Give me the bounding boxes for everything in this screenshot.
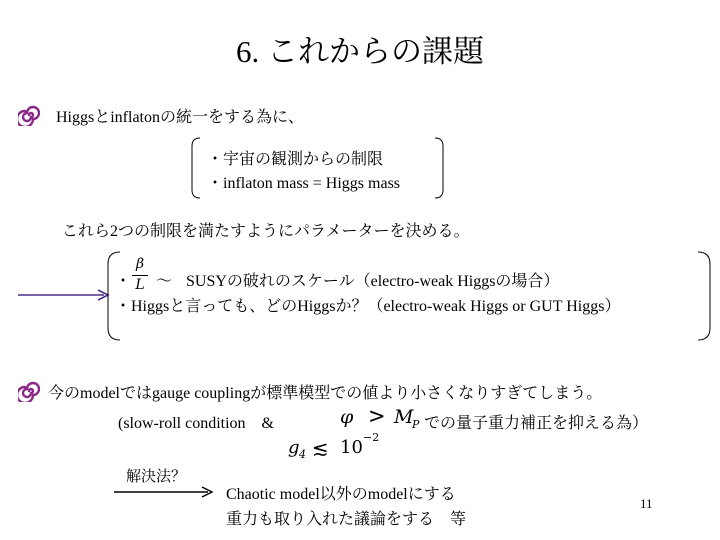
note-bullet: ・	[115, 273, 132, 290]
solution-line-1: Chaotic model以外のmodelにする	[226, 486, 456, 503]
lesssim-symbol: ≲	[312, 436, 329, 460]
slow-roll-condition: (slow-roll condition &	[118, 415, 274, 432]
g-symbol: g	[288, 437, 300, 458]
right-arrow-icon	[16, 288, 112, 302]
gauge-coupling-problem: 今のmodelではgauge couplingが標準模型での値より小さくなりすぎてしまう。	[48, 385, 603, 402]
solution-line-2: 重力も取り入れた議論をする 等	[226, 511, 467, 528]
tilde-symbol: ～	[156, 273, 173, 290]
phi-symbol: φ	[340, 406, 354, 428]
beta-symbol: β	[135, 256, 145, 272]
slide-title: 6. これからの課題	[236, 34, 484, 69]
parameter-decision-text: これら2つの制限を満たすようにパラメーターを決める。	[62, 223, 470, 240]
slide-number: 11	[640, 496, 653, 511]
constraint-mass: ・inflaton mass = Higgs mass	[207, 175, 401, 192]
planck-mass-symbol: M	[394, 406, 414, 428]
section1-heading: Higgsとinflatonの統一をする為に、	[56, 109, 304, 126]
which-higgs-note: ・Higgsと言っても、どのHiggsか？（electro-weak Higgs or GUT Higgs）	[115, 298, 621, 315]
spiral-bullet-icon	[18, 104, 40, 126]
quantum-gravity-correction: での量子重力補正を抑える為）	[424, 415, 649, 432]
solution-label: 解決法？	[126, 469, 187, 485]
ten-symbol: 10	[340, 437, 363, 458]
greater-than-symbol: >	[368, 404, 386, 428]
planck-mass-subscript: P	[412, 418, 420, 431]
solution-arrow-icon	[112, 485, 216, 499]
ten-exponent: −2	[363, 431, 380, 444]
l-symbol: L	[135, 277, 145, 293]
constraint-observation: ・宇宙の観測からの制限	[207, 151, 384, 168]
spiral-bullet-icon	[18, 380, 40, 402]
fraction-bar	[132, 275, 148, 276]
susy-breaking-note: SUSYの破れのスケール（electro-weak Higgsの場合）	[186, 273, 560, 290]
g-subscript: 4	[299, 448, 306, 461]
